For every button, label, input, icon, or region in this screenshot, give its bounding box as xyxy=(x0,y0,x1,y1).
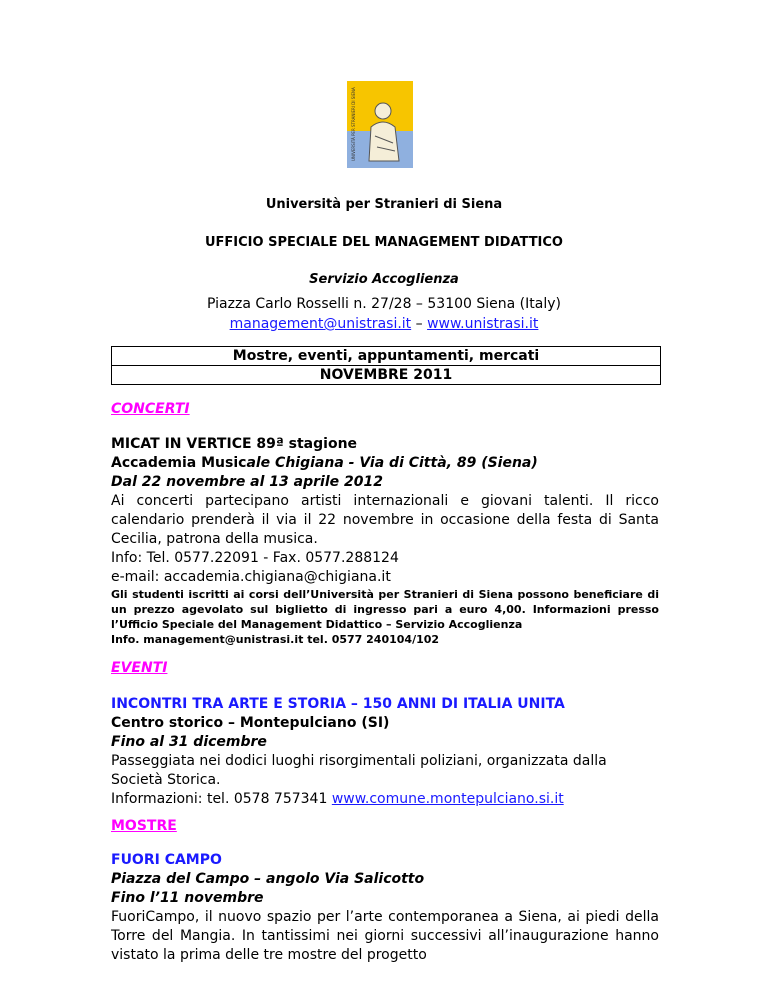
mostra-dates: Fino l’11 novembre xyxy=(111,890,264,906)
contact-separator: – xyxy=(411,316,428,332)
website-link[interactable]: www.unistrasi.it xyxy=(427,316,539,332)
concert-venue xyxy=(111,454,659,473)
title-box xyxy=(111,346,661,385)
box-month: NOVEMBRE 2011 xyxy=(319,367,453,383)
box-title: Mostre, eventi, appuntamenti, mercati xyxy=(112,347,660,366)
concert-desc: Ai concerti partecipano artisti internazionali e giovani talenti. Il ricco calendario prenderà il via il 22 novembre in occasione della festa di Santa Cecilia, patrona della musica. xyxy=(111,493,659,547)
concert-info: Info: Tel. 0577.22091 - Fax. 0577.288124 xyxy=(111,550,399,566)
concert-note: Gli studenti iscritti ai corsi dell’Università per Stranieri di Siena possono beneficiare di un prezzo agevolato sul biglietto di ingresso pari a euro 4,00. Informazioni presso l’Ufficio Speciale del Management Didattico – Servizio Accoglienza xyxy=(111,588,659,631)
section-eventi: EVENTI xyxy=(111,660,168,676)
contact-line xyxy=(0,314,768,334)
event-desc: Passeggiata nei dodici luoghi risorgimentali poliziani, organizzata dalla Società Storica. xyxy=(111,753,607,788)
section-mostre: MOSTRE xyxy=(111,818,177,834)
logo-text: UNIVERSITÀ PER STRANIERI DI SIENA xyxy=(351,87,356,161)
mostra-desc: FuoriCampo, il nuovo spazio per l’arte contemporanea a Siena, ai piedi della Torre del Mangia. In tantissimi nei giorni successivi all’inaugurazione hanno vistato la prima delle tre mostre del progetto xyxy=(111,909,659,963)
section-concerti: CONCERTI xyxy=(111,401,190,417)
address-line: Piazza Carlo Rosselli n. 27/28 – 53100 Siena (Italy) xyxy=(207,296,561,312)
event-title: INCONTRI TRA ARTE E STORIA – 150 ANNI DI ITALIA UNITA xyxy=(111,696,565,712)
university-name: Università per Stranieri di Siena xyxy=(265,197,503,212)
concert-dates: Dal 22 novembre al 13 aprile 2012 xyxy=(111,474,383,490)
mostra-title: FUORI CAMPO xyxy=(111,852,222,868)
event-venue: Centro storico – Montepulciano (SI) xyxy=(111,715,390,731)
concerti-block xyxy=(111,435,659,647)
email-link[interactable]: management@unistrasi.it xyxy=(229,316,412,332)
event-dates: Fino al 31 dicembre xyxy=(111,734,267,750)
concert-email: e-mail: accademia.chigiana@chigiana.it xyxy=(111,569,391,585)
event-link[interactable]: www.comune.montepulciano.si.it xyxy=(331,791,564,807)
concert-title: MICAT IN VERTICE 89ª stagione xyxy=(111,436,358,452)
event-info xyxy=(111,790,659,809)
service-name: Servizio Accoglienza xyxy=(309,272,459,287)
eventi-block xyxy=(111,695,659,809)
university-logo xyxy=(347,81,413,168)
office-name: UFFICIO SPECIALE DEL MANAGEMENT DIDATTICO xyxy=(204,235,563,250)
concert-note-info: Info. management@unistrasi.it tel. 0577 240104/102 xyxy=(111,633,440,646)
concert-venue-b: ale Chigiana - Via di Città, 89 (Siena) xyxy=(246,455,538,471)
concert-venue-a: Accademia Music xyxy=(111,455,247,471)
mostre-block xyxy=(111,851,659,965)
mostra-venue: Piazza del Campo – angolo Via Salicotto xyxy=(111,871,425,887)
address-block xyxy=(0,294,768,334)
event-info-text: Informazioni: tel. 0578 757341 xyxy=(111,791,332,807)
